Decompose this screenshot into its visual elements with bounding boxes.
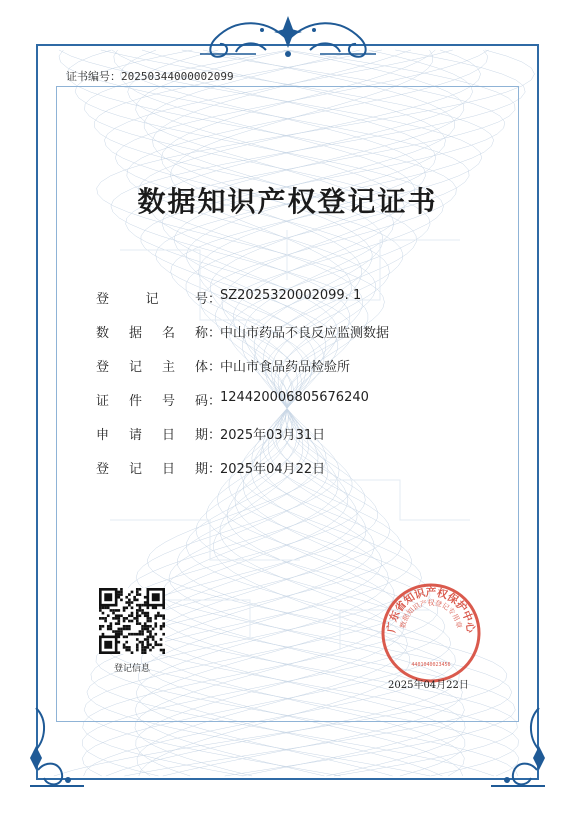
seal-inner-text: 数据知识产权登记专用章 bbox=[399, 598, 463, 630]
field-label-char: 体 bbox=[194, 360, 208, 375]
field-label-char: 期 bbox=[194, 428, 208, 443]
bottom-left-corner-ornament-icon bbox=[26, 700, 88, 792]
field-label-char: 主 bbox=[161, 360, 175, 375]
field-label-char: 记 bbox=[128, 360, 142, 375]
field-label-char: 记 bbox=[128, 462, 142, 477]
field-colon: ： bbox=[208, 360, 222, 375]
certificate-number-value: 2025034400000209​9 bbox=[121, 70, 234, 83]
field-label bbox=[96, 458, 208, 477]
field-label-char: 称 bbox=[194, 326, 208, 341]
field-label-char: 名 bbox=[161, 326, 175, 341]
field-value: SZ2025320002099. 1 bbox=[220, 288, 362, 303]
field-label-char: 请 bbox=[128, 428, 142, 443]
certificate-number bbox=[66, 68, 234, 84]
qr-caption: 登记信息 bbox=[113, 664, 150, 674]
field-colon: ： bbox=[208, 462, 222, 477]
field-value: 124420006805676240 bbox=[220, 390, 369, 405]
field-label bbox=[96, 424, 208, 443]
field-label-char: 据 bbox=[128, 326, 142, 341]
official-seal-stamp bbox=[376, 578, 486, 688]
field-label bbox=[96, 288, 208, 307]
certificate-title: 数据知识产权登记证书 bbox=[137, 185, 438, 218]
field-label bbox=[96, 356, 208, 375]
field-value: 2025年03月31日 bbox=[220, 428, 326, 443]
field-label-char: 期 bbox=[194, 462, 208, 477]
field-colon: ： bbox=[208, 292, 222, 307]
field-label-char: 件 bbox=[128, 394, 142, 409]
field-colon: ： bbox=[208, 428, 222, 443]
certificate-number-label: 证书编号： bbox=[66, 70, 121, 83]
field-label-char: 记 bbox=[145, 292, 159, 307]
field-label-char: 证 bbox=[96, 394, 110, 409]
field-label-char: 码 bbox=[194, 394, 208, 409]
field-label bbox=[96, 322, 208, 341]
field-label bbox=[96, 390, 208, 409]
issue-date: 2025年04月22日 bbox=[388, 680, 469, 691]
field-label-char: 登 bbox=[96, 462, 110, 477]
field-value: 中山市药品不良反应监测数据 bbox=[220, 326, 390, 341]
field-label-char: 申 bbox=[96, 428, 110, 443]
field-label-char: 数 bbox=[96, 326, 110, 341]
top-ornament-icon bbox=[196, 10, 380, 64]
seal-ring-text: 广东省知识产权保护中心 bbox=[385, 586, 477, 634]
field-label-char: 登 bbox=[96, 292, 110, 307]
qr-code-icon[interactable] bbox=[99, 588, 165, 654]
field-label-char: 日 bbox=[161, 462, 175, 477]
field-label-char: 号 bbox=[161, 394, 175, 409]
field-label-char: 登 bbox=[96, 360, 110, 375]
field-label-char: 号 bbox=[194, 292, 208, 307]
field-value: 2025年04月22日 bbox=[220, 462, 326, 477]
bottom-right-corner-ornament-icon bbox=[487, 700, 549, 792]
field-value: 中山市食品药品检验所 bbox=[220, 360, 351, 375]
field-label-char: 日 bbox=[161, 428, 175, 443]
seal-serial: 4401040023456 bbox=[411, 662, 451, 668]
field-colon: ： bbox=[208, 326, 222, 341]
field-colon: ： bbox=[208, 394, 222, 409]
